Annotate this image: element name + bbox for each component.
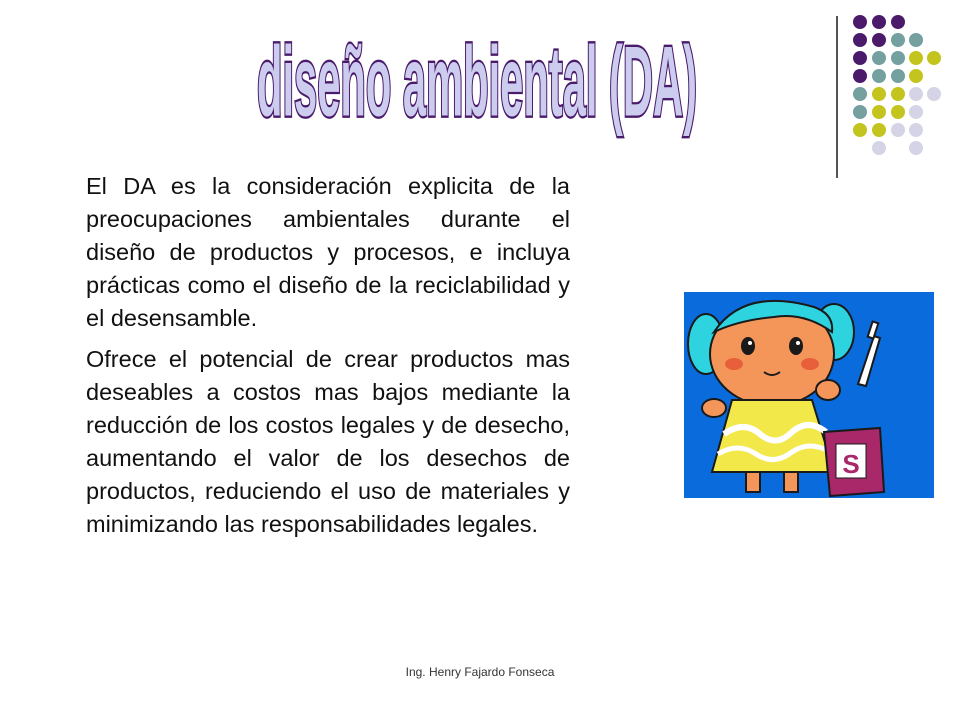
- footer-author: Ing. Henry Fajardo Fonseca: [405, 665, 555, 679]
- bin-label: S: [842, 449, 860, 479]
- paragraph-1: El DA es la consideración explicita de la preocupaciones ambientales durante el diseño de productos y procesos, e incluya prácticas como el diseño de la reciclabilidad y el desensamble.: [86, 173, 570, 331]
- girl-recycling-illustration: [684, 292, 934, 498]
- illustration-art: [684, 292, 934, 498]
- title-text: diseño ambiental (DA): [257, 25, 697, 137]
- paragraph-2: Ofrece el potencial de crear productos mas deseables a costos mas bajos mediante la reducción de los costos legales y de desecho, aumentando el valor de los desechos de productos, reduciendo el uso de materiales y minimizando las responsabilidades legales.: [86, 346, 570, 537]
- body-text: [86, 170, 570, 549]
